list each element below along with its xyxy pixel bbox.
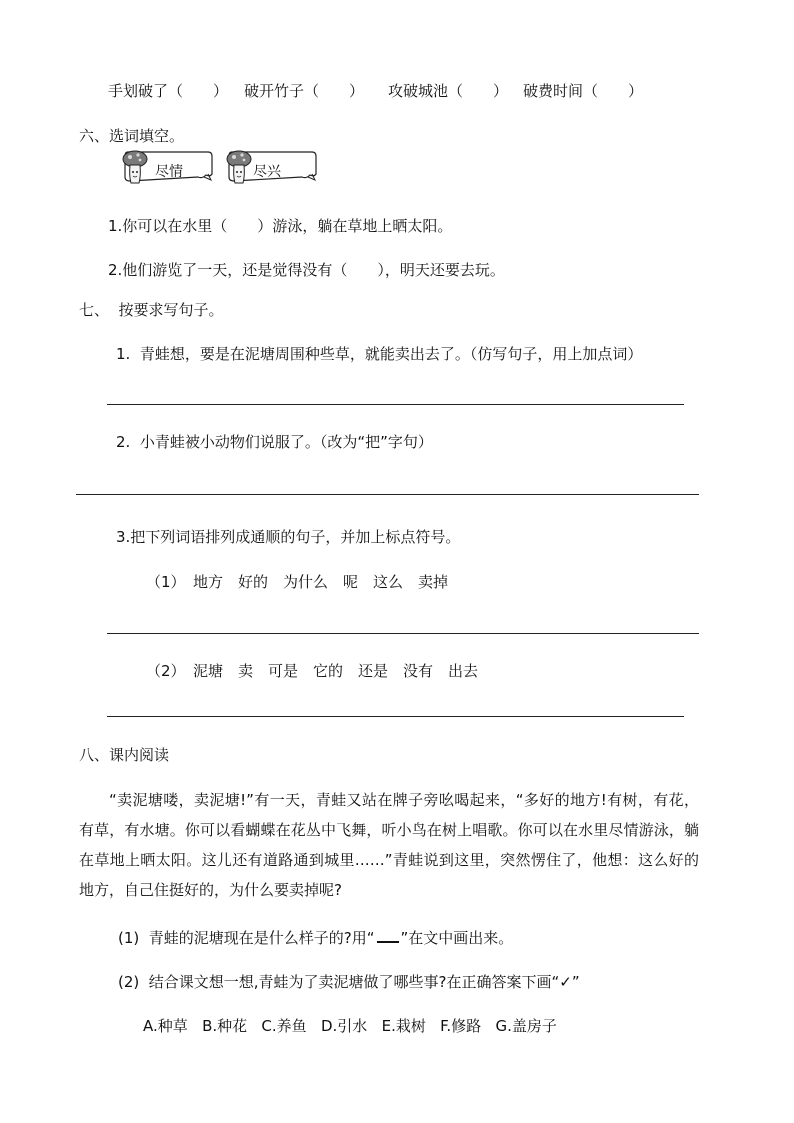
q7-sentence-3a: （1） 地方 好的 为什么 呢 这么 卖掉 xyxy=(146,573,449,591)
q5-item-3: 攻破城池（ ） xyxy=(388,82,509,100)
answer-line[interactable] xyxy=(107,404,684,405)
q8-options: A.种草 B.种花 C.养鱼 D.引水 E.栽树 F.修路 G.盖房子 xyxy=(143,1017,557,1035)
word-option-1: 尽情 xyxy=(155,164,183,180)
word-option-2: 尽兴 xyxy=(253,164,281,180)
mushroom-icon xyxy=(226,150,252,186)
q7-sentence-3: 3.把下列词语排列成通顺的句子，并加上标点符号。 xyxy=(116,528,461,546)
underline-symbol xyxy=(377,929,399,943)
section-8-title: 八、课内阅读 xyxy=(79,746,170,764)
section-7-title: 七、 按要求写句子。 xyxy=(79,301,224,319)
answer-line[interactable] xyxy=(76,494,699,495)
q8-question-2: (2) 结合课文想一想,青蛙为了卖泥塘做了哪些事?在正确答案下画“✓” xyxy=(118,973,580,991)
q5-item-4: 破费时间（ ） xyxy=(523,82,644,100)
section-6-title: 六、选词填空。 xyxy=(79,127,185,145)
q8-question-1-pre: (1) 青蛙的泥塘现在是什么样子的?用“ xyxy=(118,929,375,947)
q6-sentence-1: 1.你可以在水里（ ）游泳，躺在草地上晒太阳。 xyxy=(108,217,453,235)
q7-sentence-2: 2. 小青蛙被小动物们说服了。（改为“把”字句） xyxy=(116,433,433,451)
q7-sentence-3b: （2） 泥塘 卖 可是 它的 还是 没有 出去 xyxy=(146,662,479,680)
word-tag-1 xyxy=(122,150,214,183)
q5-item-1: 手划破了（ ） xyxy=(108,82,229,100)
reading-passage: “卖泥塘喽，卖泥塘!”有一天，青蛙又站在牌子旁吆喝起来，“多好的地方!有树，有花，有草，有水塘。你可以看蝴蝶在花丛中飞舞，听小鸟在树上唱歌。你可以在水里尽情游泳，躺在草地上晒太阳。这儿还有道路通到城里……”青蛙说到这里，突然愣住了，他想：这么好的地方，自己住挺好的，为什么要卖掉呢? xyxy=(79,791,699,899)
word-tag-2 xyxy=(226,150,318,183)
answer-line[interactable] xyxy=(107,633,699,634)
q8-question-1-post: ”在文中画出来。 xyxy=(400,929,514,947)
q8-question-1 xyxy=(118,928,513,948)
q6-sentence-2: 2.他们游览了一天，还是觉得没有（ ），明天还要去玩。 xyxy=(108,261,505,279)
q5-item-2: 破开竹子（ ） xyxy=(244,82,365,100)
q7-sentence-1: 1. 青蛙想，要是在泥塘周围种些草，就能卖出去了。（仿写句子，用上加点词） xyxy=(116,345,643,363)
mushroom-icon xyxy=(122,150,148,186)
answer-line[interactable] xyxy=(107,716,684,717)
